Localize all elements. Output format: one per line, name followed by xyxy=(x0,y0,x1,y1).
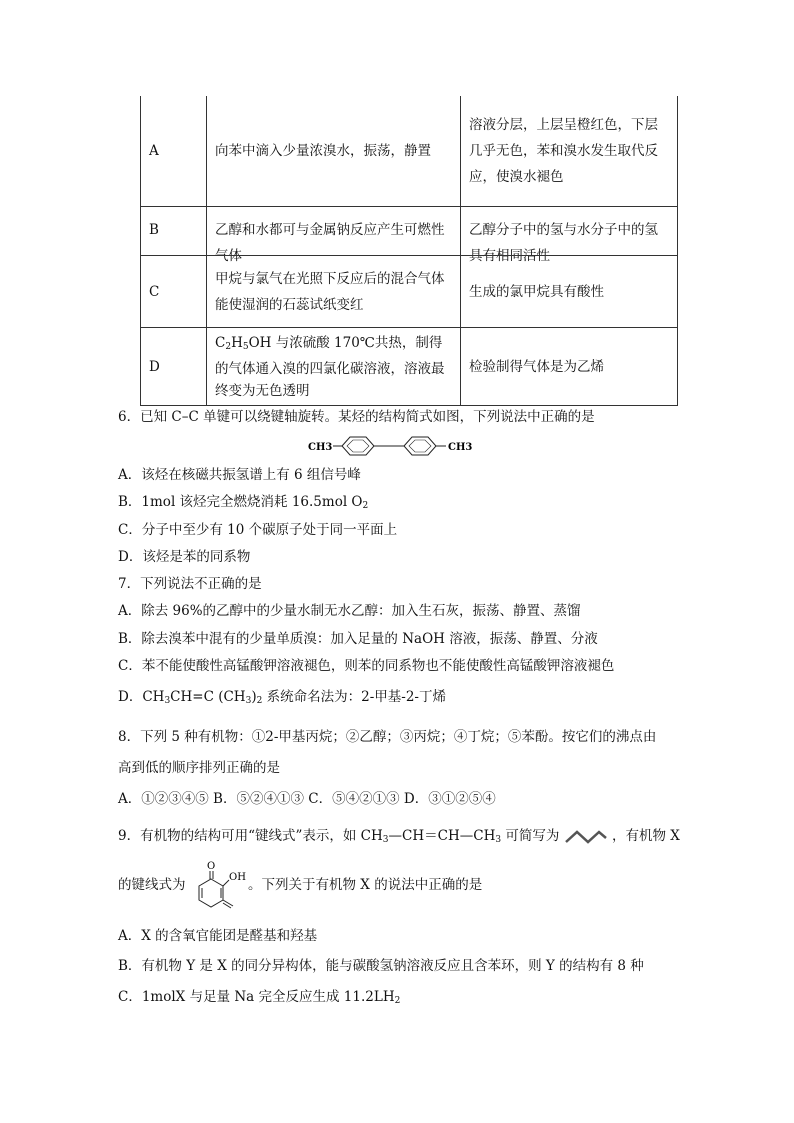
row-label: B xyxy=(141,207,207,255)
q8-stem-line1: 8．下列 5 种有机物：①2-甲基丙烷；②乙醇；③丙烷；④丁烷；⑤苯酚。按它们的沸点由 xyxy=(118,729,657,745)
row-operation xyxy=(207,328,461,405)
table-row-c xyxy=(140,255,678,328)
q6-option-a: A．该烃在核磁共振氢谱上有 6 组信号峰 xyxy=(118,467,361,483)
row-label: C xyxy=(141,256,207,327)
dimethylbiphenyl-structure xyxy=(300,432,500,460)
row-conclusion: 乙醇分子中的氢与水分子中的氢具有相同活性 xyxy=(469,222,658,264)
table-row-a xyxy=(140,96,678,207)
mol-left-label: CH3 xyxy=(308,442,333,453)
q9-stem-tail: ，有机物 X xyxy=(611,828,680,844)
q9-stem-text: 的键线式为 xyxy=(118,877,186,893)
q8-stem-line2: 高到低的顺序排列正确的是 xyxy=(118,760,280,776)
row-label: A xyxy=(141,96,207,206)
q7-option-a: A．除去 96%的乙醇中的少量水制无水乙醇：加入生石灰，振荡、静置、蒸馏 xyxy=(118,603,581,619)
q6-option-d: D．该烃是苯的同系物 xyxy=(118,549,251,565)
row-conclusion: 溶液分层，上层呈橙红色，下层几乎无色，苯和溴水发生取代反应，使溴水褪色 xyxy=(469,117,658,185)
q6-option-c: C．分子中至少有 10 个碳原子处于同一平面上 xyxy=(118,522,398,538)
q9-stem-line2-tail: 。下列关于有机物 X 的说法中正确的是 xyxy=(248,877,483,893)
q8-options: A．①②③④⑤ B．⑤②④①③ C．⑤④②①③ D．③①②⑤④ xyxy=(118,791,496,807)
q6-stem: 6．已知 C–C 单键可以绕键轴旋转。某烃的结构简式如图，下列说法中正确的是 xyxy=(118,409,595,425)
carbonyl-o-label: O xyxy=(207,861,216,872)
hydroxyl-label: OH xyxy=(229,872,246,883)
q7-option-b: B．除去溴苯中混有的少量单质溴：加入足量的 NaOH 溶液，振荡、静置、分液 xyxy=(118,631,598,647)
row-conclusion: 生成的氯甲烷具有酸性 xyxy=(469,283,604,300)
q9-stem-line2 xyxy=(118,875,186,895)
q6-option-b: B．1mol 该烃完全燃烧消耗 16.5mol $O_2$ xyxy=(118,494,369,511)
table-row-b xyxy=(140,207,678,264)
q9-stem-text: 9．有机物的结构可用“键线式”表示，如 $CH_3—CH=CH—CH_3$ 可简写为 xyxy=(118,828,560,845)
mol-right-label: CH3 xyxy=(448,442,473,453)
row-operation: 乙醇和水都可与金属钠反应产生可燃性气体 xyxy=(207,207,461,255)
row-operation: 甲烷与氯气在光照下反应后的混合气体能使湿润的石蕊试纸变红 xyxy=(207,256,461,327)
row-conclusion: 检验制得气体是为乙烯 xyxy=(469,358,604,375)
q9-stem-line1 xyxy=(118,826,680,850)
q7-option-c: C．苯不能使酸性高锰酸钾溶液褪色，则苯的同系物也不能使酸性高锰酸钾溶液褪色 xyxy=(118,658,615,674)
row-operation: 向苯中滴入少量浓溴水，振荡，静置 xyxy=(207,96,461,206)
butene-skeletal-icon xyxy=(564,828,608,846)
row-label: D xyxy=(141,328,207,405)
q7-stem: 7．下列说法不正确的是 xyxy=(118,576,262,592)
table-row-d xyxy=(140,328,678,406)
q9-option-a: A．X 的含氧官能团是醛基和羟基 xyxy=(118,928,318,944)
row-operation-text: $C_2H_5OH$ 与浓硫酸 170℃共热，制得的气体通入溴的四氯化碳溶液，溶液最终变为无色透明 xyxy=(215,334,445,399)
pyranone-structure xyxy=(192,858,254,916)
q9-option-b: B．有机物 Y 是 X 的同分异构体，能与碳酸氢钠溶液反应且含苯环，则 Y 的结构有 8 种 xyxy=(118,958,644,974)
q7-option-d: D．$CH_3CH=C$ $(CH_3)_2$ 系统命名法为：2-甲基-2-丁烯 xyxy=(118,689,446,706)
q9-option-c: C．1molX 与足量 Na 完全反应生成 $11.2LH_2$ xyxy=(118,989,401,1006)
